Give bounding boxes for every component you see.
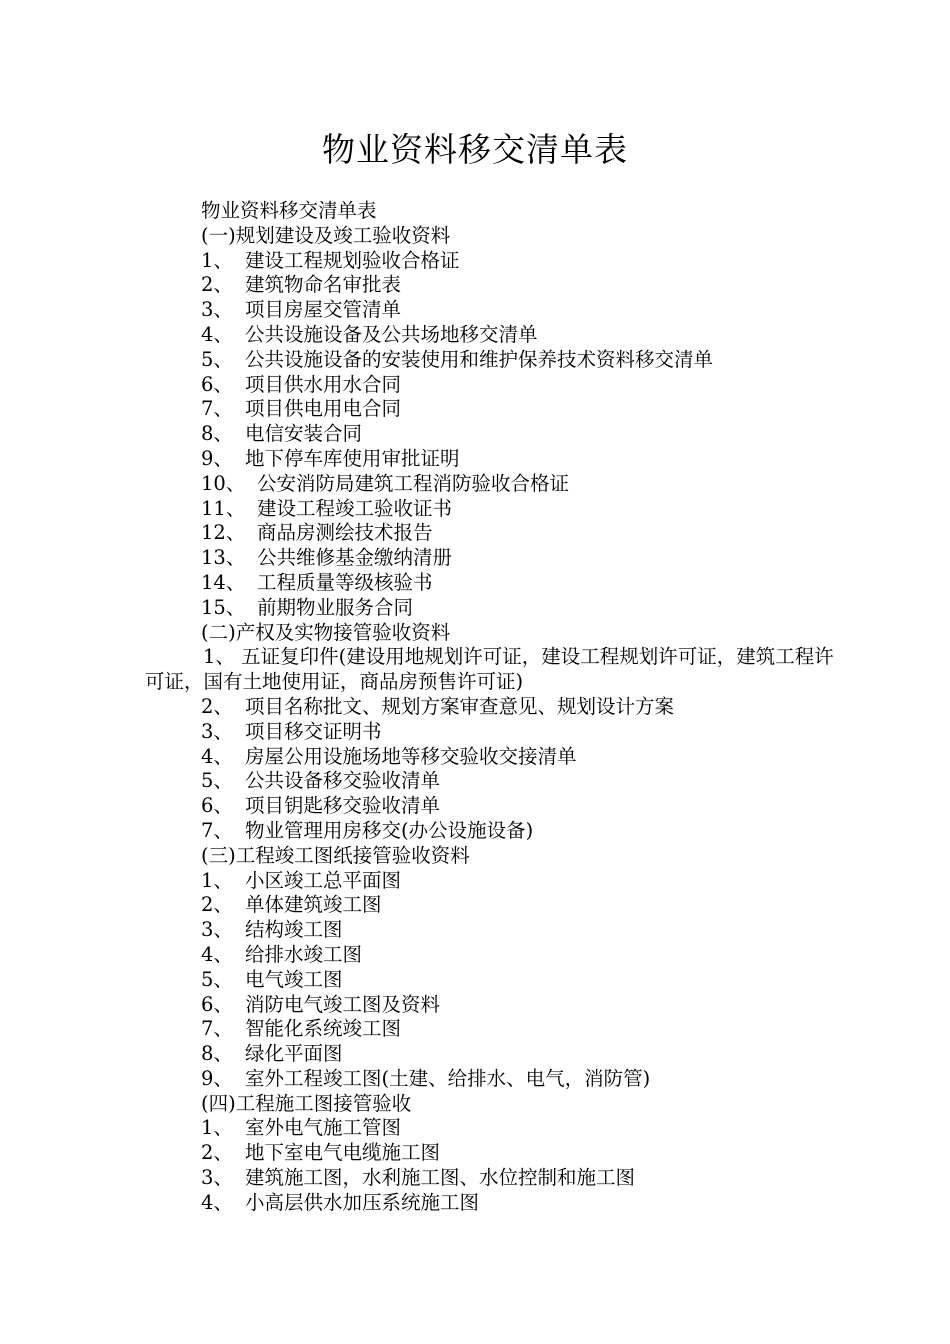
list-item-number: 7、 — [201, 1017, 233, 1041]
list-item — [145, 1042, 835, 1067]
list-item-number: 8、 — [201, 1042, 233, 1066]
list-item — [145, 1017, 835, 1042]
list-item — [145, 695, 835, 720]
list-item-number: 7、 — [201, 818, 233, 842]
list-item-text: 绿化平面图 — [245, 1042, 343, 1066]
list-item-number: 12、 — [201, 521, 246, 545]
list-item — [145, 397, 835, 422]
list-item — [145, 348, 835, 373]
list-item — [145, 869, 835, 894]
list-item-text: 项目移交证明书 — [245, 719, 382, 743]
list-item-text: 建筑物命名审批表 — [245, 273, 402, 297]
list-item-text: 室外电气施工管图 — [245, 1116, 402, 1140]
list-item-text: 地下室电气电缆施工图 — [245, 1141, 441, 1165]
list-item — [145, 472, 835, 497]
list-item-number: 4、 — [201, 322, 233, 346]
list-item-number: 8、 — [201, 422, 233, 446]
list-item-number: 6、 — [201, 992, 233, 1016]
list-item — [145, 249, 835, 274]
list-item-number: 3、 — [201, 719, 233, 743]
list-item-number: 14、 — [201, 570, 246, 594]
list-item-number: 2、 — [201, 893, 233, 917]
list-item-text: 项目供电用电合同 — [245, 397, 402, 421]
list-item-number: 13、 — [201, 546, 246, 570]
list-item-text: 结构竣工图 — [245, 918, 343, 942]
list-item-text: 工程质量等级核验书 — [257, 570, 433, 594]
list-item — [145, 1116, 835, 1141]
list-item — [145, 745, 835, 770]
list-item — [145, 943, 835, 968]
list-item-number: 1、 — [201, 248, 233, 272]
list-item — [145, 1191, 835, 1216]
list-item-number: 5、 — [201, 769, 233, 793]
list-item-number: 10、 — [201, 471, 246, 495]
list-item — [145, 918, 835, 943]
list-item — [145, 993, 835, 1018]
list-item-text: 物业管理用房移交(办公设施设备) — [245, 818, 534, 842]
list-item-number: 3、 — [201, 1166, 233, 1190]
document-body — [145, 199, 835, 1216]
list-item-text: 小高层供水加压系统施工图 — [245, 1190, 480, 1214]
list-item-number: 2、 — [201, 273, 233, 297]
list-item-number: 11、 — [201, 496, 246, 520]
list-item-number: 7、 — [201, 397, 233, 421]
list-item-text: 小区竣工总平面图 — [245, 868, 402, 892]
list-item-wrapped: 1、 五证复印件(建设用地规划许可证，建设工程规划许可证，建筑工程许可证，国有土地使用证，商品房预售许可证) — [145, 645, 834, 694]
list-item-text: 建设工程竣工验收证书 — [257, 496, 453, 520]
list-item-number: 9、 — [201, 1066, 233, 1090]
list-item-number: 1、 — [201, 868, 233, 892]
list-item — [145, 571, 835, 596]
list-item — [145, 769, 835, 794]
list-item-text: 商品房测绘技术报告 — [257, 521, 433, 545]
page-title: 物业资料移交清单表 — [322, 130, 628, 169]
list-item — [145, 298, 835, 323]
list-item — [145, 373, 835, 398]
list-item-number: 6、 — [201, 372, 233, 396]
list-item-text: 地下停车库使用审批证明 — [245, 446, 460, 470]
list-item-text: 项目供水用水合同 — [245, 372, 402, 396]
list-item-text: 公共设施设备及公共场地移交清单 — [245, 322, 538, 346]
list-item-text: 项目钥匙移交验收清单 — [245, 794, 441, 818]
list-item — [145, 521, 835, 546]
list-item — [145, 447, 835, 472]
list-item-number: 5、 — [201, 347, 233, 371]
list-item-text: 房屋公用设施场地等移交验收交接清单 — [245, 744, 577, 768]
list-item-number: 4、 — [201, 744, 233, 768]
list-item-text: 给排水竣工图 — [245, 942, 363, 966]
list-item-text: 建设工程规划验收合格证 — [245, 248, 460, 272]
list-item — [145, 1141, 835, 1166]
list-item-text: 智能化系统竣工图 — [245, 1017, 402, 1041]
list-item-text: 前期物业服务合同 — [257, 595, 414, 619]
list-item — [145, 819, 835, 844]
section-heading: (二)产权及实物接管验收资料 — [201, 620, 451, 644]
list-item-number: 4、 — [201, 942, 233, 966]
list-item-number: 4、 — [201, 1190, 233, 1214]
section-heading: (一)规划建设及竣工验收资料 — [201, 223, 451, 247]
list-item-number: 6、 — [201, 794, 233, 818]
section-heading: (四)工程施工图接管验收 — [201, 1091, 412, 1115]
list-item-number: 3、 — [201, 918, 233, 942]
list-item — [145, 497, 835, 522]
section-heading: (三)工程竣工图纸接管验收资料 — [201, 843, 470, 867]
list-item — [145, 968, 835, 993]
list-item-text: 单体建筑竣工图 — [245, 893, 382, 917]
list-item-number: 3、 — [201, 298, 233, 322]
list-item — [145, 546, 835, 571]
list-item — [145, 273, 835, 298]
list-item-text: 建筑施工图，水利施工图、水位控制和施工图 — [245, 1166, 636, 1190]
list-item-text: 室外工程竣工图(土建、给排水、电气，消防管) — [245, 1066, 651, 1090]
list-item — [145, 893, 835, 918]
list-item — [145, 323, 835, 348]
document-subtitle: 物业资料移交清单表 — [201, 199, 377, 222]
list-item-text: 电气竣工图 — [245, 967, 343, 991]
list-item — [145, 596, 835, 621]
list-item-text: 消防电气竣工图及资料 — [245, 992, 441, 1016]
list-item-text: 公共维修基金缴纳清册 — [257, 546, 453, 570]
list-item-text: 公共设施设备的安装使用和维护保养技术资料移交清单 — [245, 347, 714, 371]
list-item-text: 公共设备移交验收清单 — [245, 769, 441, 793]
list-item — [145, 1166, 835, 1191]
list-item-text: 电信安装合同 — [245, 422, 363, 446]
list-item-text: 项目名称批文、规划方案审查意见、规划设计方案 — [245, 694, 675, 718]
list-item-number: 9、 — [201, 446, 233, 470]
list-item-number: 2、 — [201, 1141, 233, 1165]
list-item — [145, 720, 835, 745]
list-item-number: 1、 — [201, 1116, 233, 1140]
list-item-number: 2、 — [201, 694, 233, 718]
list-item-number: 15、 — [201, 595, 246, 619]
list-item-number: 5、 — [201, 967, 233, 991]
list-item — [145, 794, 835, 819]
list-item — [145, 1067, 835, 1092]
list-item-text: 项目房屋交管清单 — [245, 298, 402, 322]
list-item-text: 公安消防局建筑工程消防验收合格证 — [257, 471, 570, 495]
list-item — [145, 422, 835, 447]
